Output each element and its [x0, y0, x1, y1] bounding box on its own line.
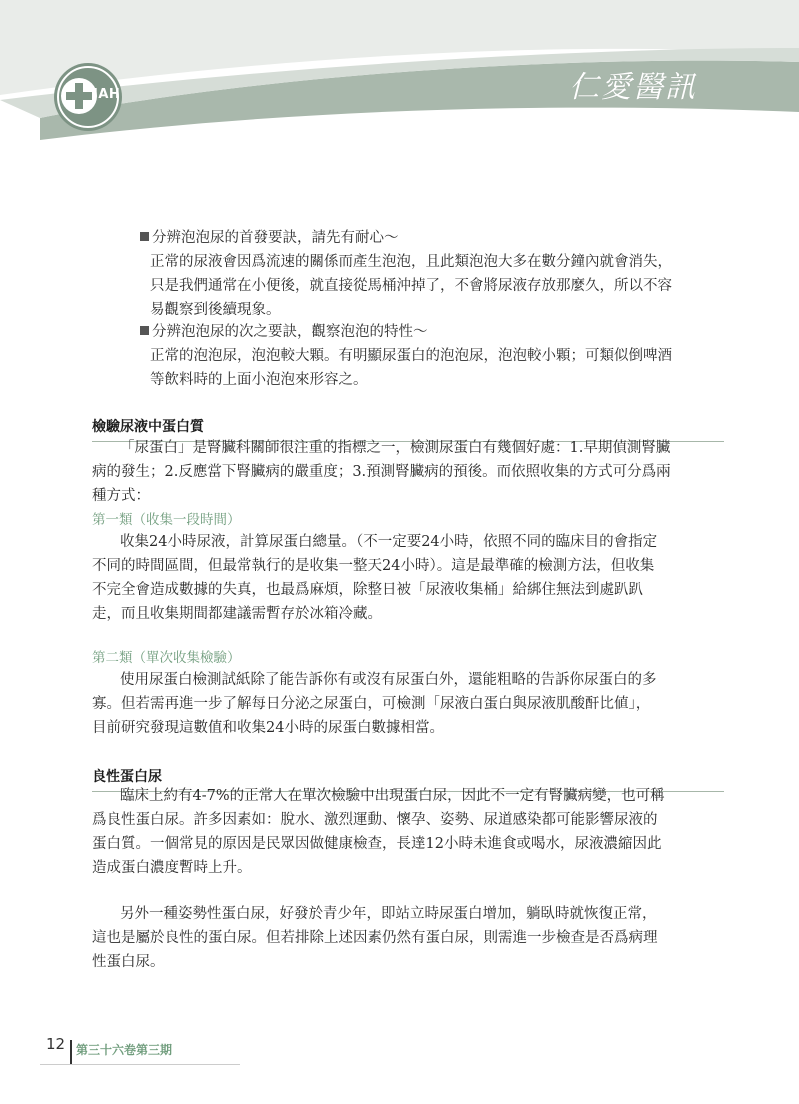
masthead-title: 仁愛醫訊 [569, 70, 697, 105]
paragraph-line: 走，而且收集期間都建議需暫存於冰箱冷藏。 [92, 606, 382, 622]
subheading-type2: 第二類（單次收集檢驗） [92, 650, 241, 666]
paragraph-line: 種方式： [92, 488, 150, 504]
paragraph-line: 造成蛋白濃度暫時上升。 [92, 860, 252, 876]
jah-logo [53, 62, 123, 132]
paragraph-line: 爲良性蛋白尿。許多因素如：脫水、激烈運動、懷孕、姿勢、尿道感染都可能影響尿液的 [92, 812, 658, 828]
footer-divider [70, 1040, 72, 1064]
paragraph-line: 另外一種姿勢性蛋白尿，好發於青少年，即站立時尿蛋白增加，躺臥時就恢復正常， [120, 906, 657, 922]
paragraph-line: 不同的時間區間，但最常執行的是收集一整天24小時）。這是最準確的檢測方法，但收集 [92, 558, 655, 574]
paragraph-line: 病的發生；2.反應當下腎臟病的嚴重度；3.預測腎臟病的預後。而依照收集的方式可分爲兩 [92, 464, 671, 480]
bullet-title: 分辨泡泡尿的次之要訣，觀察泡泡的特性～ [140, 320, 724, 345]
footer-rule [40, 1064, 240, 1065]
logo-text: JAH [93, 87, 121, 102]
paragraph-line: 目前研究發現這數值和收集24小時的尿蛋白數據相當。 [92, 720, 444, 736]
square-bullet-icon [140, 232, 149, 241]
bullet-line: 只是我們通常在小便後，就直接從馬桶沖掉了，不會將尿液存放那麼久，所以不容 [150, 278, 672, 294]
paragraph-line: 蛋白質。一個常見的原因是民眾因做健康檢查，長達12小時未進食或喝水，尿液濃縮因此 [92, 836, 662, 852]
paragraph-line: 不完全會造成數據的失真，也最爲麻煩，除整日被「尿液收集桶」給綁住無法到處趴趴 [92, 582, 643, 598]
paragraph-line: 性蛋白尿。 [92, 954, 165, 970]
subheading-type1: 第一類（收集一段時間） [92, 512, 241, 528]
issue-label: 第三十六卷第三期 [76, 1043, 173, 1057]
bullet-line: 等飲料時的上面小泡泡來形容之。 [150, 372, 368, 388]
bullet-line: 正常的尿液會因爲流速的關係而產生泡泡，且此類泡泡大多在數分鐘內就會消失， [150, 254, 672, 270]
paragraph-line: 收集24小時尿液，計算尿蛋白總量。（不一定要24小時，依照不同的臨床目的會指定 [120, 534, 658, 550]
bullet-line: 易觀察到後續現象。 [150, 302, 281, 318]
paragraph-line: 使用尿蛋白檢測試紙除了能告訴你有或沒有尿蛋白外，還能粗略的告訴你尿蛋白的多 [120, 672, 657, 688]
page-number: 12 [46, 1035, 66, 1053]
bullet-title: 分辨泡泡尿的首發要訣，請先有耐心～ [140, 226, 724, 251]
square-bullet-icon [140, 326, 149, 335]
section-heading: 檢驗尿液中蛋白質 [92, 416, 724, 442]
paragraph-line: 臨床上約有4-7%的正常人在單次檢驗中出現蛋白尿，因此不一定有腎臟病變，也可稱 [120, 788, 665, 804]
cross-icon [61, 78, 97, 114]
paragraph-line: 這也是屬於良性的蛋白尿。但若排除上述因素仍然有蛋白尿，則需進一步檢查是否爲病理 [92, 930, 658, 946]
paragraph-line: 寡。但若需再進一步了解每日分泌之尿蛋白，可檢測「尿液白蛋白與尿液肌酸酐比値」， [92, 696, 651, 712]
bullet-line: 正常的泡泡尿，泡泡較大顆。有明顯尿蛋白的泡泡尿，泡泡較小顆；可類似倒啤酒 [150, 348, 672, 364]
paragraph-line: 「尿蛋白」是腎臟科關師很注重的指標之一，檢測尿蛋白有幾個好處：1.早期偵測腎臟 [120, 440, 671, 456]
section-heading: 良性蛋白尿 [92, 766, 724, 792]
